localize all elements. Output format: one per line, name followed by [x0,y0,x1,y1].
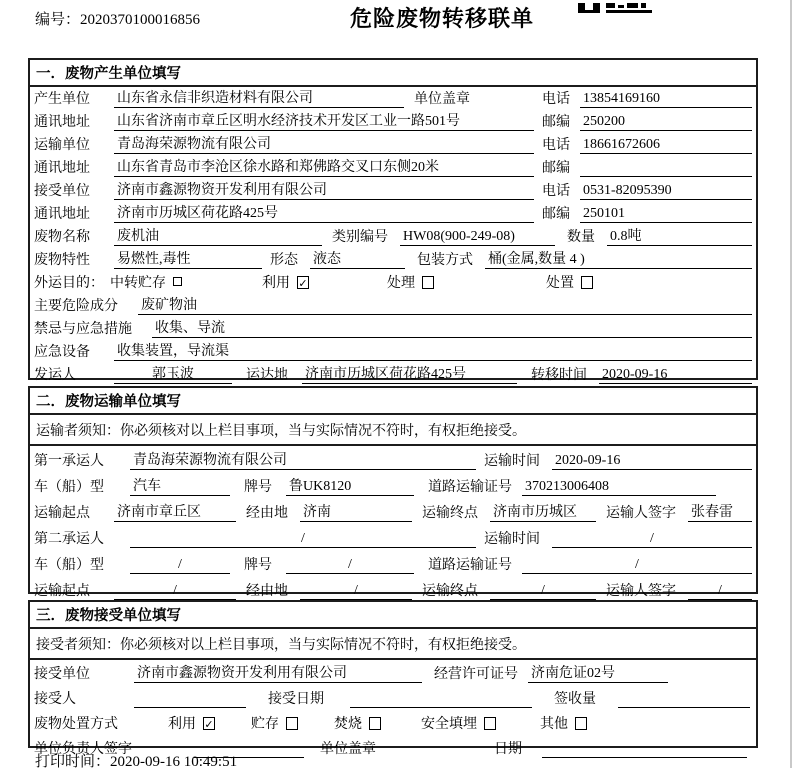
section-receiver [28,600,758,757]
first-carrier-row [30,446,756,472]
page-title: 危险废物转移联单 [349,6,534,31]
serial-label: 编号： [35,12,81,28]
road-permit-label: 道路运输证号 [428,480,512,495]
origin-value: 济南市章丘区 [114,501,236,522]
category-code-value: HW08(900-249-08) [400,229,555,246]
purpose-option-transfer-storage [110,272,182,292]
purpose-option-dispose [546,272,593,292]
carrier-signature-label: 运输人签字 [606,506,676,521]
disposal-landfill-checkbox[interactable] [484,717,496,730]
plate-number-2-value: / [286,557,414,574]
receiver-person-label: 接受人 [34,692,76,707]
date-label: 日期 [494,742,522,757]
carrier-signature-2-value: / [688,583,752,600]
disposal-storage-label: 贮存 [251,717,279,732]
waste-property-label: 废物特性 [34,253,90,268]
transporter-address-label: 通讯地址 [34,161,90,176]
vehicle-type-row [30,472,756,498]
treat-label: 处理 [387,276,415,291]
plate-number-2-label: 牌号 [244,558,272,573]
page-edge-line [790,0,792,768]
road-permit-2-label: 道路运输证号 [428,558,512,573]
disposal-method-label: 废物处置方式 [34,717,118,732]
second-carrier-value: / [130,531,476,548]
plate-number-value: 鲁UK8120 [286,475,414,496]
receiver-phone-label: 电话 [542,184,570,199]
receiving-unit-value: 济南市鑫源物资开发利用有限公司 [134,662,422,683]
disposal-other-checkbox[interactable] [575,717,587,730]
producer-phone-value: 13854169160 [580,91,752,108]
destination-value: 济南市历城区荷花路425号 [302,363,517,384]
plate-number-label: 牌号 [244,480,272,495]
utilize-checkbox[interactable]: ✓ [298,276,308,290]
packing-label: 包装方式 [417,253,473,268]
waste-property-row [30,248,756,271]
outbound-purpose-row [30,271,756,294]
print-time [35,750,237,768]
disposal-method-row [30,710,756,735]
receiver-person-row [30,685,756,710]
date-value [542,741,747,758]
receiver-unit-value: 济南市鑫源物资开发利用有限公司 [114,179,534,200]
dispose-label: 处置 [546,276,574,291]
qr-code-fragment [578,0,652,10]
transport-time-value: 2020-09-16 [552,453,752,470]
receiver-address-value: 济南市历城区荷花路425号 [114,202,534,223]
hazard-component-label: 主要危险成分 [34,299,118,314]
transporter-phone-value: 18661672606 [580,137,752,154]
second-carrier-row [30,524,756,550]
producer-zip-label: 邮编 [542,115,570,130]
vehicle-type-value: 汽车 [130,475,230,496]
treat-checkbox[interactable] [422,276,434,289]
origin-label: 运输起点 [34,506,90,521]
emergency-equipment-row [30,340,756,363]
producer-address-row [30,110,756,133]
disposal-utilize-label: 利用 [168,717,196,732]
disposal-option-storage [251,713,298,733]
disposal-option-landfill [421,713,496,733]
purpose-option-utilize [262,272,309,292]
producer-address-label: 通讯地址 [34,115,90,130]
disposal-other-label: 其他 [540,717,568,732]
disposal-storage-checkbox[interactable] [286,717,298,730]
hazard-component-row [30,294,756,317]
unit-seal-label: 单位盖章 [414,92,470,107]
terminus-value: 济南市历城区 [490,501,596,522]
transport-time-2-label: 运输时间 [484,532,540,547]
second-carrier-label: 第二承运人 [34,532,104,547]
waste-name-value: 废机油 [114,225,322,246]
producer-zip-value: 250200 [580,114,752,131]
vehicle-type-2-label: 车（船）型 [34,558,104,573]
purpose-option-treat [387,272,434,292]
category-code-label: 类别编号 [332,230,388,245]
receiver-zip-value: 250101 [580,206,752,223]
transporter-unit-label: 运输单位 [34,138,90,153]
transporter-unit-value: 青岛海荣源物流有限公司 [114,133,534,154]
shipper-label: 发运人 [34,368,76,383]
hazard-component-value: 废矿物油 [138,294,752,315]
received-quantity-label: 签收量 [554,692,596,707]
road-permit-2-value: / [522,557,752,574]
producer-unit-row [30,87,756,110]
receive-date-label: 接受日期 [268,692,324,707]
form-state-value: 液态 [310,248,405,269]
packing-value: 桶(金属,数量 4 ) [485,248,752,269]
producer-unit-value: 山东省永信非织造材料有限公司 [114,87,404,108]
transporter-unit-row [30,133,756,156]
transporter-zip-label: 邮编 [542,161,570,176]
road-permit-value: 370213006408 [522,479,716,496]
transport-time-label: 运输时间 [484,454,540,469]
receiver-address-row [30,202,756,225]
route-row-2 [30,576,756,602]
outbound-purpose-label: 外运目的： [34,276,104,291]
via-2-value: / [300,583,412,600]
license-number-value: 济南危证02号 [528,662,668,683]
serial-value: 2020370100016856 [80,12,201,28]
emergency-equipment-value: 收集装置，导流渠 [114,340,752,361]
via-label: 经由地 [246,506,288,521]
receiving-unit-row [30,660,756,685]
vehicle-type-2-value: / [130,557,230,574]
receiver-unit-row [30,179,756,202]
print-time-label: 打印时间： [35,754,111,768]
disposal-landfill-label: 安全填埋 [421,717,477,732]
shipper-value: 郭玉波 [114,363,232,384]
transporter-notice: 运输者须知：你必须核对以上栏目事项，当与实际情况不符时，有权拒绝接受。 [30,415,756,446]
carrier-signature-2-label: 运输人签字 [606,584,676,599]
transfer-storage-checkbox[interactable] [173,277,182,286]
origin-2-value: / [114,583,236,600]
receiver-person-value [134,691,246,708]
via-value: 济南 [300,501,412,522]
terminus-label: 运输终点 [422,506,478,521]
license-number-label: 经营许可证号 [434,667,518,682]
utilize-label: 利用 [262,276,290,291]
receiver-address-label: 通讯地址 [34,207,90,222]
unit-seal-2-label: 单位盖章 [320,742,376,757]
first-carrier-label: 第一承运人 [34,454,104,469]
waste-name-row [30,225,756,248]
terminus-2-value: / [490,583,596,600]
receiver-notice: 接受者须知：你必须核对以上栏目事项，当与实际情况不符时，有权拒绝接受。 [30,629,756,660]
via-2-label: 经由地 [246,584,288,599]
qr-fragment-icon [578,3,652,13]
waste-property-value: 易燃性,毒性 [114,248,262,269]
emergency-measures-value: 收集、导流 [152,317,752,338]
received-quantity-value [618,691,750,708]
section-transporter [28,386,758,599]
producer-address-value: 山东省济南市章丘区明水经济技术开发区工业一路501号 [114,110,534,131]
transporter-zip-value [580,160,752,177]
print-time-value: 2020-09-16 10:49:51 [110,754,238,768]
receiving-unit-label: 接受单位 [34,667,90,682]
transfer-time-value: 2020-09-16 [599,367,752,384]
origin-2-label: 运输起点 [34,584,90,599]
waste-name-label: 废物名称 [34,230,90,245]
section1-header: 一．废物产生单位填写 [30,60,756,87]
emergency-measures-label: 禁忌与应急措施 [34,322,132,337]
form-state-label: 形态 [270,253,298,268]
receive-date-value [350,691,532,708]
receiver-phone-value: 0531-82095390 [580,183,752,200]
section-producer [28,58,758,383]
disposal-option-incinerate [334,713,381,733]
dispose-checkbox[interactable] [581,276,593,289]
transporter-address-value: 山东省青岛市李沧区徐水路和郑佛路交叉口东侧20米 [114,156,534,177]
section3-header: 三．废物接受单位填写 [30,602,756,629]
disposal-incinerate-checkbox[interactable] [369,717,381,730]
shipper-row [30,363,756,386]
first-carrier-value: 青岛海荣源物流有限公司 [130,449,476,470]
section2-header: 二．废物运输单位填写 [30,388,756,415]
vehicle-type-row-2 [30,550,756,576]
receiver-unit-label: 接受单位 [34,184,90,199]
producer-phone-label: 电话 [542,92,570,107]
emergency-measures-row [30,317,756,340]
responsible-signature-label: 单位负责人签字 [34,742,132,757]
route-row-1 [30,498,756,524]
disposal-incinerate-label: 焚烧 [334,717,362,732]
quantity-label: 数量 [567,230,595,245]
disposal-utilize-checkbox[interactable]: ✓ [204,717,214,731]
receiver-zip-label: 邮编 [542,207,570,222]
quantity-value: 0.8吨 [607,225,752,246]
transfer-time-label: 转移时间 [531,368,587,383]
transporter-phone-label: 电话 [542,138,570,153]
transfer-storage-label: 中转贮存 [110,276,166,291]
emergency-equipment-label: 应急设备 [34,345,90,360]
producer-unit-label: 产生单位 [34,92,90,107]
terminus-2-label: 运输终点 [422,584,478,599]
carrier-signature-value: 张春雷 [688,501,752,522]
transporter-address-row [30,156,756,179]
disposal-option-utilize [168,713,215,733]
destination-label: 运达地 [246,368,288,383]
transport-time-2-value: / [552,531,752,548]
disposal-option-other [540,713,587,733]
vehicle-type-label: 车（船）型 [34,480,104,495]
